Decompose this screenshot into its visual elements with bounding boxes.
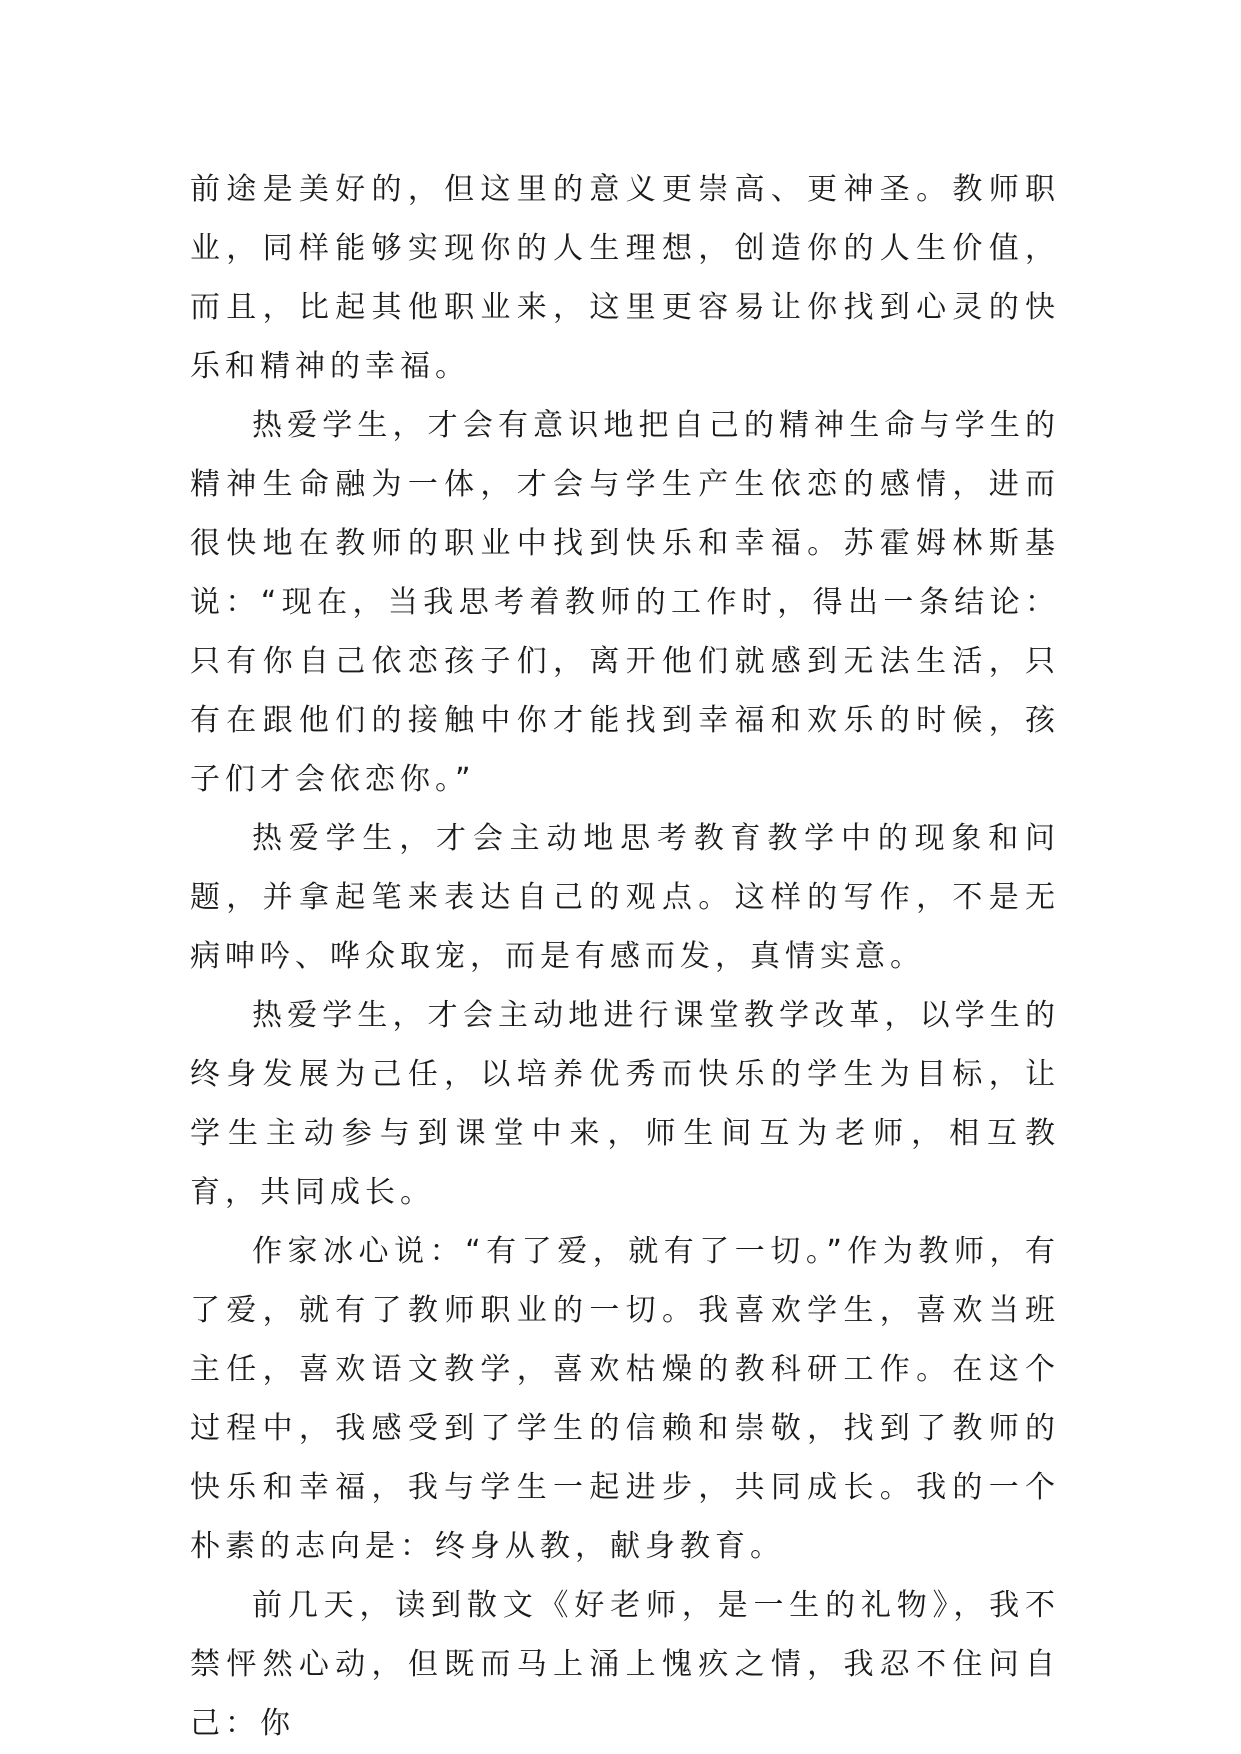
paragraph-5: 作家冰心说：“有了爱，就有了一切。”作为教师，有了爱，就有了教师职业的一切。我喜欢学生，喜欢当班主任，喜欢语文教学，喜欢枯燥的教科研工作。在这个过程中，我感受到了学生的信赖和崇敬，找到了教师的快乐和幸福，我与学生一起进步，共同成长。我的一个朴素的志向是：终身从教，献身教育。 [190,1234,1060,1564]
paragraph-4: 热爱学生，才会主动地进行课堂教学改革，以学生的终身发展为己任，以培养优秀而快乐的学生为目标，让学生主动参与到课堂中来，师生间互为老师，相互教育，共同成长。 [190,998,1060,1210]
document-body [190,160,1060,1753]
paragraph-3: 热爱学生，才会主动地思考教育教学中的现象和问题，并拿起笔来表达自己的观点。这样的写作，不是无病呻吟、哗众取宠，而是有感而发，真情实意。 [190,821,1060,974]
paragraph-2: 热爱学生，才会有意识地把自己的精神生命与学生的精神生命融为一体，才会与学生产生依恋的感情，进而很快地在教师的职业中找到快乐和幸福。苏霍姆林斯基说：“现在，当我思考着教师的工作时，得出一条结论：只有你自己依恋孩子们，离开他们就感到无法生活，只有在跟他们的接触中你才能找到幸福和欢乐的时候，孩子们才会依恋你。” [190,408,1060,797]
paragraph-1: 前途是美好的，但这里的意义更崇高、更神圣。教师职业，同样能够实现你的人生理想，创造你的人生价值，而且，比起其他职业来，这里更容易让你找到心灵的快乐和精神的幸福。 [190,172,1060,384]
paragraph-6: 前几天，读到散文《好老师，是一生的礼物》，我不禁怦然心动，但既而马上涌上愧疚之情，我忍不住问自己：你 [190,1588,1060,1741]
